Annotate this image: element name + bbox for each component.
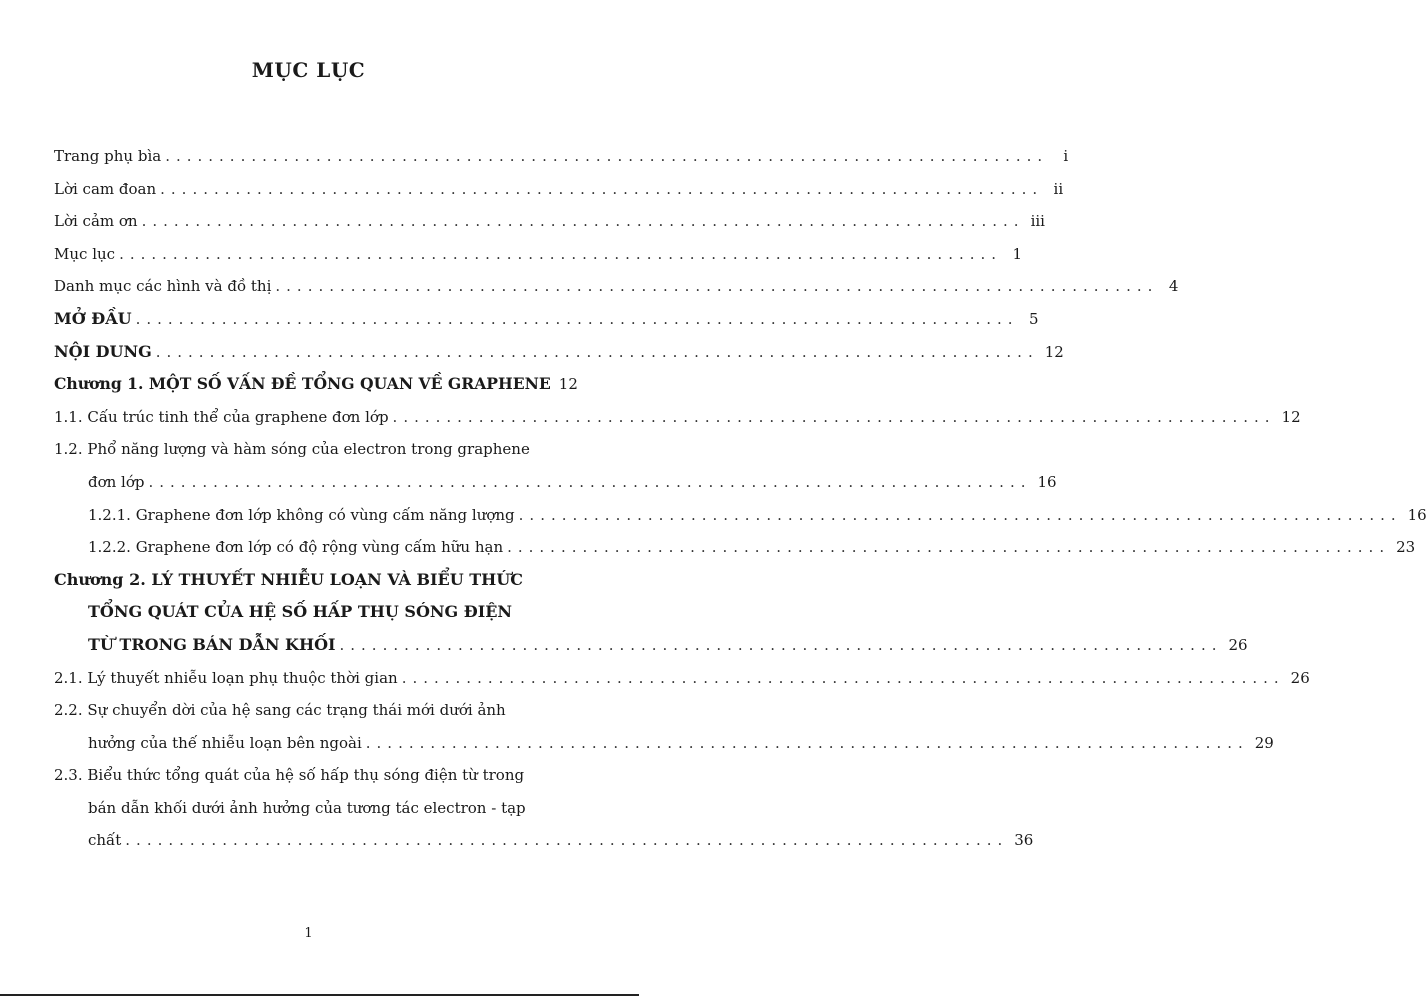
page-title: MỤC LỤC — [251, 58, 366, 82]
toc-page-number: 29 — [1254, 733, 1274, 752]
toc-entry-text: Danh mục các hình và đồ thị — [54, 277, 272, 296]
toc-page-number: 26 — [1228, 635, 1248, 654]
toc-entry-section-1-2[interactable] — [54, 433, 1057, 498]
dot-leader: .................................................................................. — [365, 733, 1249, 752]
dot-leader: .................................................................................. — [148, 472, 1032, 491]
toc-entry-section-2-2[interactable] — [54, 694, 1274, 759]
toc-entry-text: 2.1. Lý thuyết nhiễu loạn phụ thuộc thời gian — [54, 668, 398, 687]
toc-entry-declaration[interactable] — [54, 173, 1064, 206]
dot-leader: .................................................................................. — [155, 342, 1039, 361]
toc-entry-text: Lời cam đoan — [54, 179, 157, 198]
dot-leader: .................................................................................. — [392, 407, 1276, 426]
toc-entry-text: MỞ ĐẦU — [54, 308, 132, 328]
toc-page-number: 16 — [1037, 472, 1057, 491]
dot-leader: .................................................................................. — [507, 538, 1391, 557]
bottom-divider — [0, 994, 639, 996]
toc-page-number: 16 — [1407, 505, 1427, 524]
toc-entry-text-line-1: Chương 2. LÝ THUYẾT NHIỄU LOẠN VÀ BIỂU THỨC — [54, 569, 523, 589]
toc-entry-introduction[interactable] — [54, 303, 1039, 336]
toc-entry-chapter-2[interactable] — [54, 564, 1248, 662]
toc-page-number: 36 — [1014, 831, 1034, 850]
toc-entry-text-line-2: TỔNG QUÁT CỦA HỆ SỐ HẤP THỤ SÓNG ĐIỆN — [88, 602, 513, 622]
toc-entry-text: Lời cảm ơn — [54, 212, 138, 231]
toc-entry-text-line-3: TỪ TRONG BÁN DẪN KHỐI — [88, 634, 336, 654]
dot-leader: .................................................................................. — [401, 668, 1285, 687]
toc-entry-section-2-3[interactable] — [54, 759, 1034, 857]
toc-entry-text: 1.1. Cấu trúc tinh thể của graphene đơn lớp — [54, 407, 389, 426]
toc-entry-text-line-1: 1.2. Phổ năng lượng và hàm sóng của electron trong graphene — [54, 440, 530, 459]
toc-entry-text: Chương 1. MỘT SỐ VẤN ĐỀ TỔNG QUAN VỀ GRAPHENE — [54, 374, 551, 394]
toc-entry-section-1-2-1[interactable] — [54, 499, 1427, 532]
dot-leader: .................................................................................. — [339, 635, 1223, 654]
dot-leader: .................................................................................. — [135, 309, 1019, 328]
toc-entry-section-1-2-2[interactable] — [54, 531, 1416, 564]
toc-page-number: 1 — [1012, 244, 1023, 263]
toc-entry-text-line-3: chất — [88, 831, 122, 850]
toc-page-number: 12 — [558, 375, 578, 394]
toc-entry-text: NỘI DUNG — [54, 341, 152, 361]
toc-entry-content[interactable] — [54, 336, 1064, 369]
toc-entry-section-2-1[interactable] — [54, 662, 1310, 695]
toc-entry-text-line-1: 2.3. Biểu thức tổng quát của hệ số hấp thụ sóng điện từ trong — [54, 766, 525, 785]
toc-entry-text: Trang phụ bìa — [54, 147, 162, 165]
toc-entry-contents[interactable] — [54, 238, 1023, 271]
toc-entry-list-of-figures[interactable] — [54, 270, 1179, 303]
toc-entry-cover-page[interactable] — [54, 140, 1069, 173]
toc-entry-text-line-2: hưởng của thế nhiễu loạn bên ngoài — [88, 733, 362, 752]
table-of-contents — [54, 140, 1427, 857]
dot-leader: .................................................................................. — [119, 244, 1003, 263]
toc-entry-text: 1.2.1. Graphene đơn lớp không có vùng cấm năng lượng — [88, 505, 515, 524]
toc-entry-text-line-2: bán dẫn khối dưới ảnh hưởng của tương tác electron - tạp — [88, 798, 526, 817]
toc-page-number: 23 — [1396, 538, 1416, 557]
dot-leader: .................................................................................. — [518, 505, 1402, 524]
toc-page-number: iii — [1030, 212, 1045, 231]
footer-page-number: 1 — [304, 926, 313, 941]
toc-entry-text: Mục lục — [54, 244, 116, 263]
toc-page-number: 26 — [1290, 668, 1310, 687]
toc-page-number: 4 — [1168, 277, 1179, 296]
dot-leader: .................................................................................. — [275, 277, 1159, 296]
dot-leader: .................................................................................. — [160, 179, 1044, 198]
toc-entry-text-line-2: đơn lớp — [88, 472, 145, 491]
dot-leader: .................................................................................. — [141, 212, 1025, 231]
toc-page-number: 12 — [1281, 407, 1301, 426]
dot-leader: .................................................................................. — [165, 147, 1049, 165]
toc-page-number: 12 — [1044, 342, 1064, 361]
toc-entry-text: 1.2.2. Graphene đơn lớp có độ rộng vùng cấm hữu hạn — [88, 538, 504, 557]
toc-page-number: 5 — [1029, 309, 1039, 328]
toc-page-number: ii — [1053, 179, 1064, 198]
toc-entry-section-1-1[interactable] — [54, 401, 1301, 434]
toc-entry-acknowledgements[interactable] — [54, 205, 1045, 238]
dot-leader: .................................................................................. — [125, 831, 1009, 850]
toc-entry-chapter-1[interactable] — [54, 368, 626, 401]
toc-page-number: i — [1063, 147, 1069, 165]
toc-entry-text-line-1: 2.2. Sự chuyển dời của hệ sang các trạng thái mới dưới ảnh — [54, 701, 506, 720]
